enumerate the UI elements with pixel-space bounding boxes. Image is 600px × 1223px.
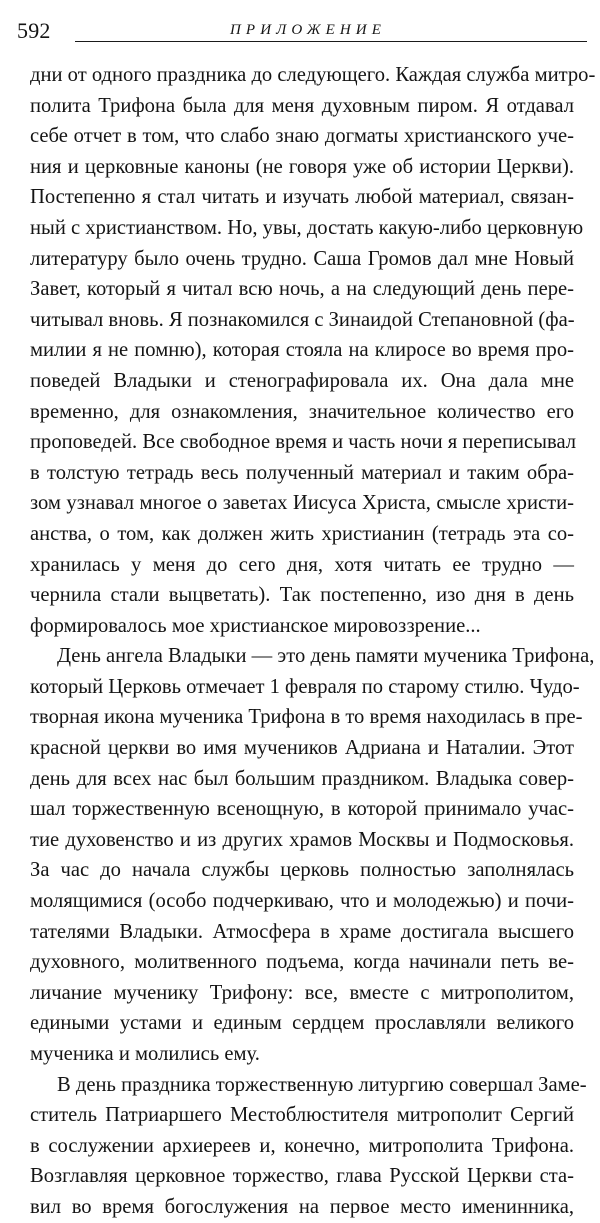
text-line: День ангела Владыки — это день памяти мученика Трифона, — [57, 645, 595, 668]
text-line: личание мученику Трифону: все, вместе с митрополитом, — [30, 981, 574, 1004]
text-line: милии я не помню), которая стояла на клиросе во время про- — [30, 339, 574, 362]
text-line: дни от одного праздника до следующего. Каждая служба митро- — [30, 64, 596, 86]
text-line: творная икона мученика Трифона в то время находилась в пре- — [30, 706, 583, 729]
text-line: формировалось мое христианское мировоззрение... — [30, 614, 481, 637]
text-line: временно, для ознакомления, значительное количество его — [30, 400, 574, 423]
text-line: ния и церковные каноны (не говоря уже об истории Церкви). — [30, 155, 574, 178]
text-line: читывал вновь. Я познакомился с Зинаидой Степановной (фа- — [30, 308, 575, 331]
text-line: В день праздника торжественную литургию совершал Заме- — [57, 1073, 587, 1096]
text-line: зом узнавал многое о заветах Иисуса Христа, смысле христи- — [30, 492, 574, 515]
text-line: шал торжественную всенощную, в которой принимало учас- — [30, 798, 574, 821]
running-head: ПРИЛОЖЕНИЕ — [230, 22, 386, 38]
text-line: тателями Владыки. Атмосфера в храме достигала высшего — [30, 920, 574, 943]
text-line: поведей Владыки и стенографировала их. Она дала мне — [30, 369, 574, 392]
text-line: себе отчет в том, что слабо знаю догматы христианского уче- — [30, 125, 574, 148]
text-line: едиными устами и единым сердцем прославляли великого — [30, 1012, 574, 1035]
text-line: Завет, который я читал всю ночь, а на следующий день пере- — [30, 278, 574, 301]
text-line: красной церкви во имя мучеников Адриана и Наталии. Этот — [30, 737, 574, 760]
text-line: За час до начала службы церковь полностью заполнялась — [30, 859, 574, 882]
text-line: духовного, молитвенного подъема, когда начинали петь ве- — [30, 951, 574, 974]
text-line: ститель Патриаршего Местоблюстителя митрополит Сергий — [30, 1104, 574, 1127]
text-line: молящимися (особо подчеркиваю, что и молодежью) и почи- — [30, 890, 574, 913]
text-line: литературу было очень трудно. Саша Громов дал мне Новый — [30, 247, 574, 270]
text-line: Возглавляя церковное торжество, глава Русской Церкви ста- — [30, 1165, 574, 1188]
text-line: тие духовенство и из других храмов Москвы и Подмосковья. — [30, 828, 574, 851]
text-line: вил во время богослужения на первое место именинника, — [30, 1195, 574, 1218]
text-line: в сослужении архиереев и, конечно, митрополита Трифона. — [30, 1134, 574, 1157]
text-line: чернила стали выцветать). Так постепенно, изо дня в день — [30, 584, 574, 607]
text-line: день для всех нас был большим праздником. Владыка совер- — [30, 767, 574, 790]
text-line: анства, о том, как должен жить христианин (тетрадь эта со- — [30, 522, 574, 545]
text-line: в толстую тетрадь весь полученный материал и таким обра- — [30, 461, 574, 484]
text-line: мученика и молились ему. — [30, 1043, 260, 1065]
header-rule — [75, 41, 587, 42]
text-line: полита Трифона была для меня духовным пиром. Я отдавал — [30, 94, 574, 117]
text-line: проповедей. Все свободное время и часть ночи я переписывал — [30, 431, 577, 454]
text-line: Постепенно я стал читать и изучать любой материал, связан- — [30, 186, 574, 209]
page-header — [17, 14, 587, 50]
text-line: хранилась у меня до сего дня, хотя читать ее трудно — — [30, 553, 574, 576]
text-line: который Церковь отмечает 1 февраля по старому стилю. Чудо- — [30, 675, 580, 698]
text-line: ный с христианством. Но, увы, достать какую-либо церковную — [30, 216, 584, 239]
body-text — [30, 60, 596, 1223]
page-number: 592 — [17, 18, 51, 43]
